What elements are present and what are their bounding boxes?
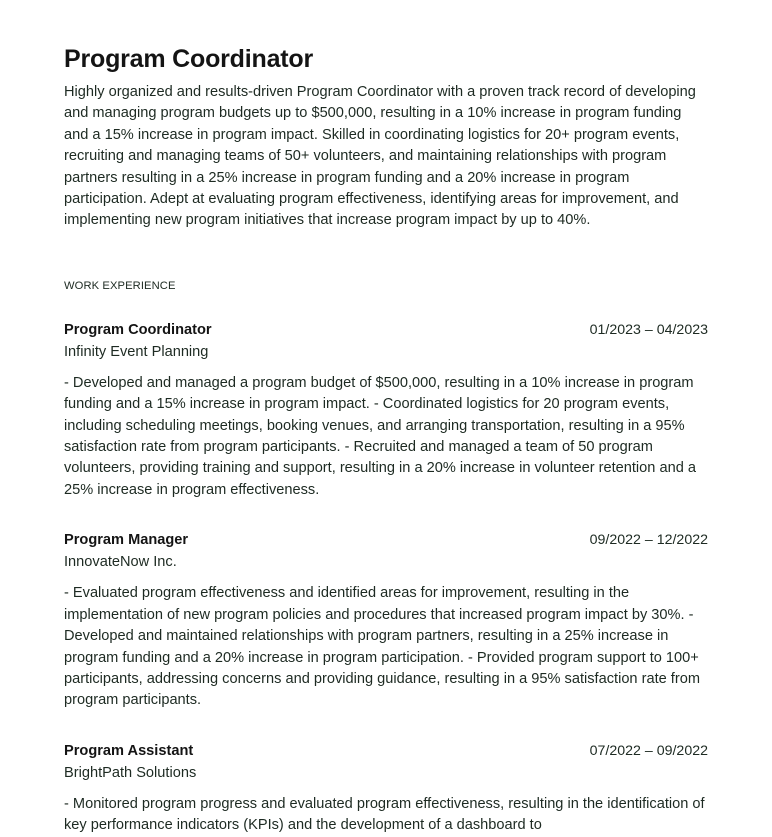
experience-entry-header: [64, 741, 708, 761]
job-date-range: 07/2022 – 09/2022: [589, 742, 708, 759]
section-header-work-experience: WORK EXPERIENCE: [64, 279, 176, 292]
professional-summary: Highly organized and results-driven Program Coordinator with a proven track record of developing and managing program budgets up to $500,000, resulting in a 10% increase in program funding and a 15% increase in program impact. Skilled in coordinating logistics for 20+ program events, recruiting and managing teams of 50+ volunteers, and maintaining relationships with program partners resulting in a 25% increase in program funding and a 20% increase in program participation. Adept at evaluating program effectiveness, identifying areas for improvement, and implementing new program initiatives that increase program impact by up to 40%.: [64, 84, 696, 229]
experience-entry: [64, 320, 708, 501]
experience-entry-header: [64, 530, 708, 550]
job-title: Program Manager: [64, 532, 189, 549]
job-description: - Evaluated program effectiveness and identified areas for improvement, resulting in the implementation of new program policies and procedures that increased program impact by 30%. - Developed and maintained relationships with program partners, resulting in a 25% increase in program funding and a 20% increase in program participation. - Provided program support to 100+ participants, addressing concerns and providing guidance, resulting in a 95% satisfaction rate from program participants.: [64, 585, 700, 709]
work-experience-list: [64, 320, 708, 837]
job-date-range: 09/2022 – 12/2022: [589, 532, 708, 549]
experience-entry: [64, 741, 708, 837]
page-title: Program Coordinator: [64, 45, 313, 73]
job-date-range: 01/2023 – 04/2023: [589, 321, 708, 338]
job-title: Program Coordinator: [64, 321, 212, 338]
job-title: Program Assistant: [64, 742, 194, 759]
job-description: - Monitored program progress and evaluated program effectiveness, resulting in the identification of key performance indicators (KPIs) and the development of a dashboard to: [64, 795, 705, 834]
job-company: BrightPath Solutions: [64, 764, 197, 781]
experience-entry-header: [64, 320, 708, 340]
job-description: - Developed and managed a program budget of $500,000, resulting in a 10% increase in program funding and a 15% increase in program impact. - Coordinated logistics for 20 program events, including scheduling meetings, booking venues, and arranging transportation, resulting in a 95% satisfaction rate from program participants. - Recruited and managed a team of 50 program volunteers, providing training and support, resulting in a 20% increase in volunteer retention and a 25% increase in program effectiveness.: [64, 374, 696, 498]
job-company: Infinity Event Planning: [64, 343, 209, 360]
experience-entry: [64, 530, 708, 711]
job-company: InnovateNow Inc.: [64, 554, 177, 571]
